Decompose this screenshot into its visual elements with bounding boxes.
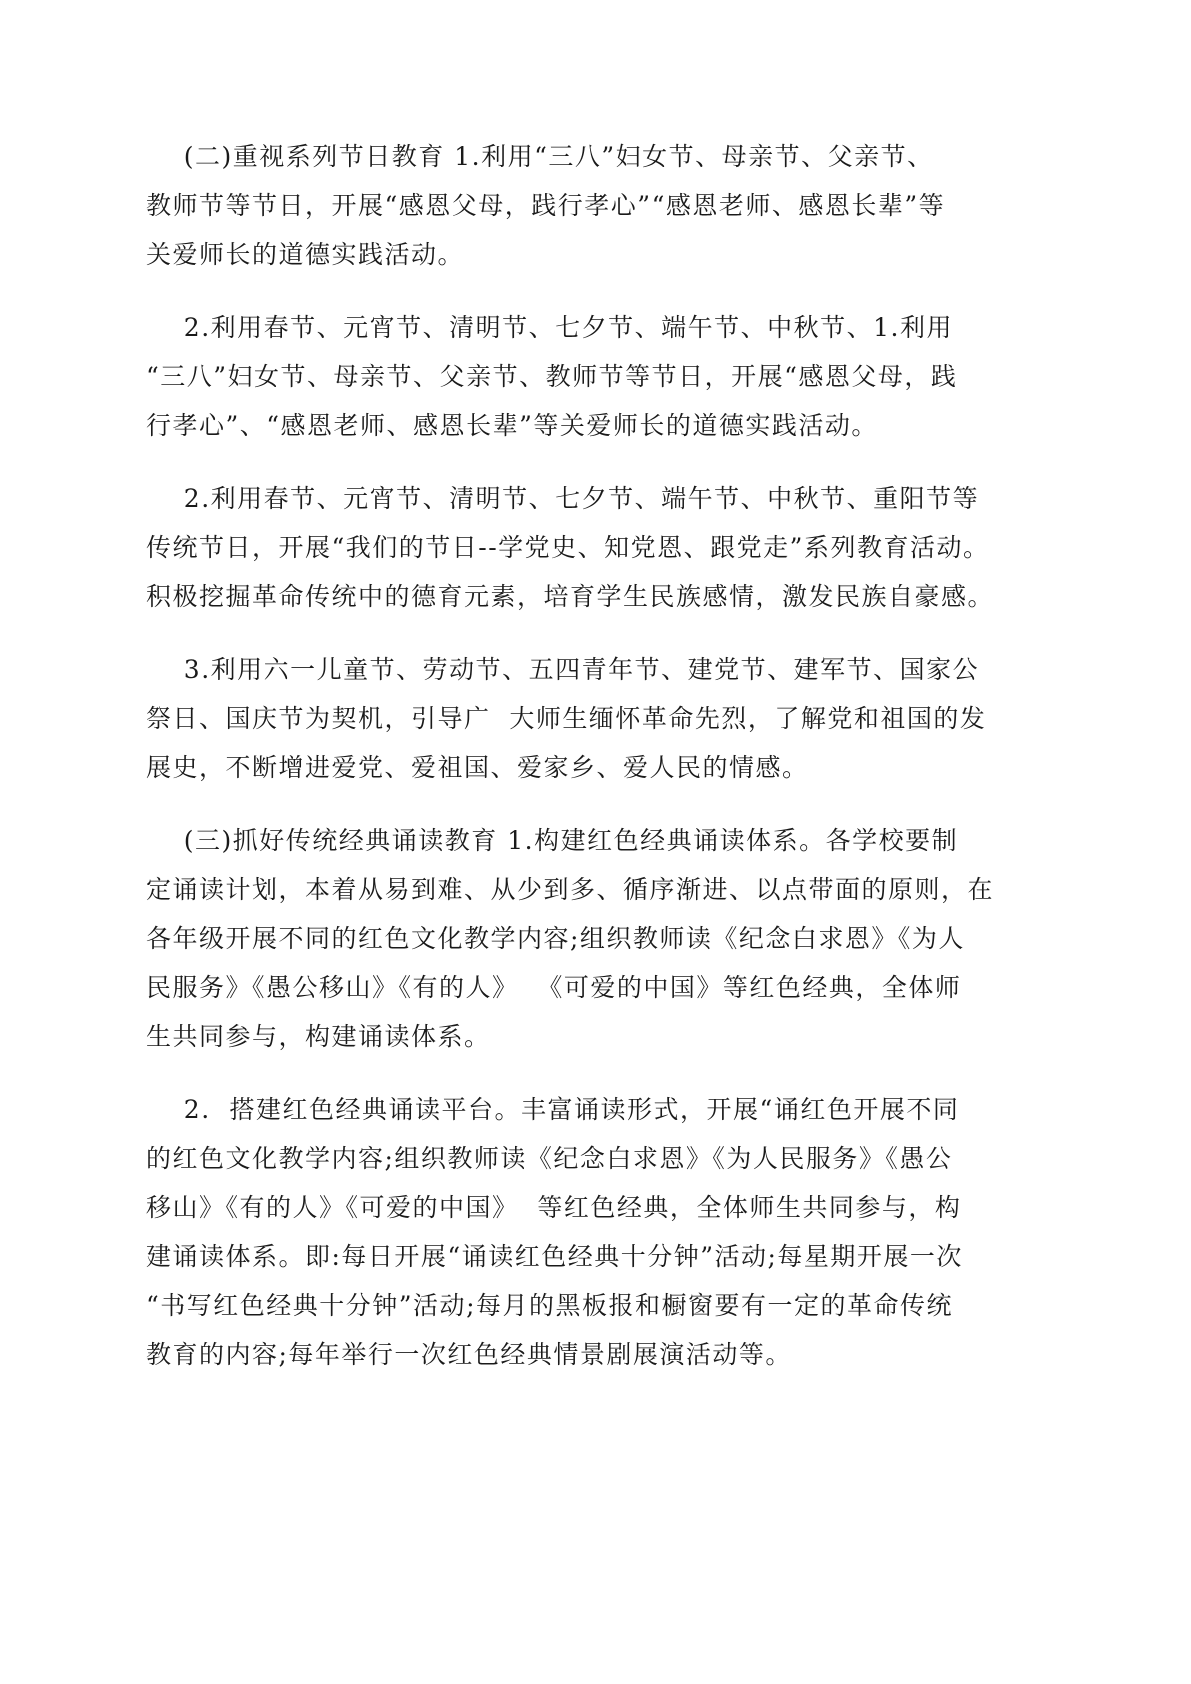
text-line: 定诵读计划，本着从易到难、从少到多、循序渐进、以点带面的原则，在 [146,875,995,904]
text-line: 积极挖掘革命传统中的德育元素，培育学生民族感情，激发民族自豪感。 [146,582,995,611]
paragraph-commemorative-days [146,645,1046,792]
text-line: 传统节日，开展“我们的节日--学党史、知党恩、跟党走”系列教育活动。 [146,533,990,562]
text-line: 教师节等节日，开展“感恩父母，践行孝心”“感恩老师、感恩长辈”等 [146,191,946,220]
paragraph-traditional-festivals-2 [146,474,1046,621]
paragraph-traditional-festivals-1 [146,303,1046,450]
document-body [146,132,1046,1403]
text-line: 展史，不断增进爱党、爱祖国、爱家乡、爱人民的情感。 [146,753,809,782]
paragraph-festival-education [146,132,1046,279]
text-line: (三)抓好传统经典诵读教育 1.构建红色经典诵读体系。各学校要制 [146,826,959,855]
text-line: 的红色文化教学内容;组织教师读《纪念白求恩》《为人民服务》《愚公 [146,1144,953,1173]
text-line: 各年级开展不同的红色文化教学内容;组织教师读《纪念白求恩》《为人 [146,924,965,953]
text-line: 民服务》《愚公移山》《有的人》 《可爱的中国》等红色经典，全体师 [146,973,962,1002]
text-line: 3.利用六一儿童节、劳动节、五四青年节、建党节、建军节、国家公 [146,655,980,684]
paragraph-reading-platform [146,1085,1046,1379]
text-line: “三八”妇女节、母亲节、父亲节、教师节等节日，开展“感恩父母，践 [146,362,958,391]
paragraph-classic-reading [146,816,1046,1061]
text-line: (二)重视系列节日教育 1.利用“三八”妇女节、母亲节、父亲节、 [146,142,934,171]
text-line: 移山》《有的人》《可爱的中国》 等红色经典，全体师生共同参与，构 [146,1193,962,1222]
text-line: 2. 搭建红色经典诵读平台。丰富诵读形式，开展“诵红色开展不同 [146,1095,960,1124]
text-line: 教育的内容;每年举行一次红色经典情景剧展演活动等。 [146,1340,792,1369]
text-line: 生共同参与，构建诵读体系。 [146,1022,491,1051]
text-line: 2.利用春节、元宵节、清明节、七夕节、端午节、中秋节、重阳节等 [146,484,980,513]
text-line: 关爱师长的道德实践活动。 [146,240,465,269]
text-line: 祭日、国庆节为契机，引导广 大师生缅怀革命先烈，了解党和祖国的发 [146,704,987,733]
text-line: 行孝心”、“感恩老师、感恩长辈”等关爱师长的道德实践活动。 [146,411,878,440]
text-line: 2.利用春节、元宵节、清明节、七夕节、端午节、中秋节、1.利用 [146,313,953,342]
text-line: 建诵读体系。即:每日开展“诵读红色经典十分钟”活动;每星期开展一次 [146,1242,963,1271]
text-line: “书写红色经典十分钟”活动;每月的黑板报和橱窗要有一定的革命传统 [146,1291,953,1320]
